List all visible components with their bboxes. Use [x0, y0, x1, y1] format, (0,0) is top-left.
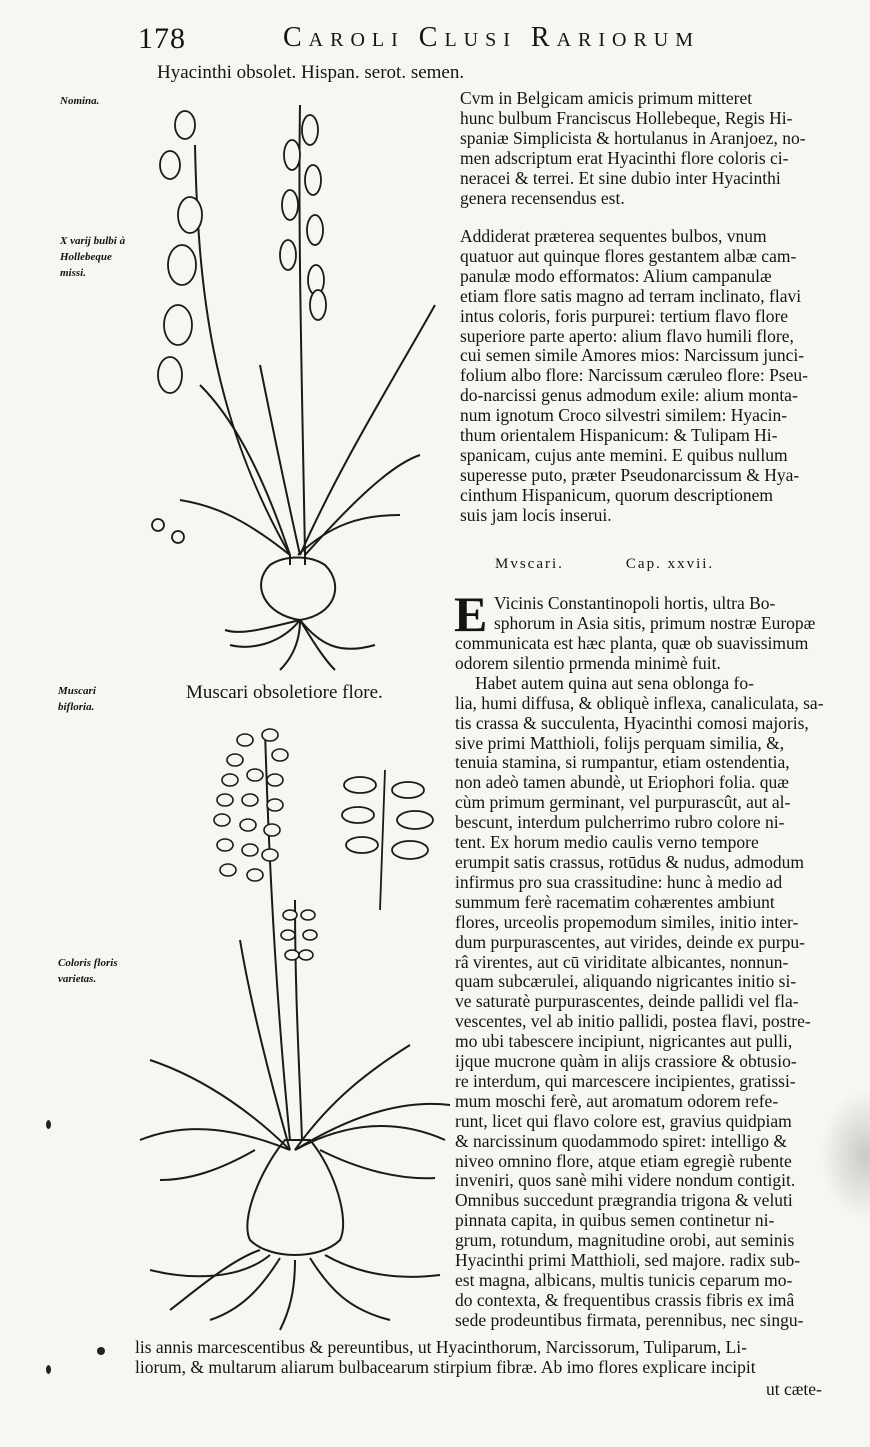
paragraph-upper-1 — [460, 89, 806, 208]
text-line: sive primi Matthioli, folijs perquam similia, &, — [455, 732, 785, 753]
figure-2-caption: Muscari obsoletiore flore. — [186, 682, 383, 703]
text-line: spanicam, cujus ante memini. E quibus nullum — [460, 444, 788, 465]
running-head: Caroli Clusi Rariorum — [283, 22, 701, 53]
text-line: lia, humi diffusa, & obliquè inflexa, canaliculata, sa- — [455, 692, 824, 713]
text-line: genera recensendus est. — [460, 187, 625, 208]
text-line: panulæ modo efformatos: Alium campanulæ — [460, 265, 772, 286]
text-line: ijque mucrone quàm in alijs crassiore & obtusio- — [455, 1051, 797, 1072]
text-line: communicata est hæc planta, quæ ob suavissimum — [455, 633, 809, 653]
paragraph-lower-intro — [494, 594, 815, 634]
hyacinth-woodcut — [140, 85, 450, 675]
text-line: superiore parte aperto: alium flavo humili flore, — [460, 325, 794, 346]
text-line: do contexta, & frequentibus crassis fibris ex imâ — [455, 1289, 795, 1310]
text-line: hunc bulbum Franciscus Hollebeque, Regis Hi- — [460, 107, 793, 128]
text-line: mum moschi ferè, aut aromatum odorem refe- — [455, 1090, 779, 1111]
ink-blot — [46, 1120, 51, 1129]
text-line: bescunt, interdum pulcherrimo rubro colore ni- — [455, 812, 785, 833]
text-line: Habet autem quina aut sena oblonga fo- — [475, 672, 754, 693]
paragraph-bottom — [135, 1338, 756, 1378]
text-line: sphorum in Asia sitis, primum nostræ Europæ — [494, 612, 816, 633]
text-line: quam subcærulei, aliquando nigricantes initio si- — [455, 971, 797, 992]
figure-1-caption: Hyacinthi obsolet. Hispan. serot. semen. — [157, 62, 465, 83]
text-line: re interdum, qui marcescere incipientes, gratissi- — [455, 1070, 796, 1091]
ink-blot — [97, 1347, 105, 1355]
text-line: runt, licet qui flavo colore est, gravius quidpiam — [455, 1110, 792, 1131]
muscari-woodcut — [130, 700, 455, 1340]
text-line: infirmus pro sua crassitudine: hunc à medio ad — [455, 871, 783, 892]
text-line: ve saturatè purpurascentes, deinde pallidi vel fla- — [455, 991, 799, 1012]
text-line: odorem silentio prmenda minimè fuit. — [455, 652, 721, 673]
ink-blot — [46, 1365, 51, 1374]
text-line: sede prodeuntibus firmata, perennibus, nec singu- — [455, 1309, 804, 1330]
paragraph-lower — [455, 634, 824, 1331]
text-line: Omnibus succedunt prægrandia trigona & veluti — [455, 1190, 793, 1211]
paragraph-upper-2 — [460, 227, 808, 526]
text-line: inveniri, quos sanè mihi videre nondum contigit. — [455, 1170, 796, 1191]
text-line: niveo omnino flore, atque etiam egregiè rubente — [455, 1150, 792, 1171]
text-line: & narcissinum quodammodo spiret: intelligo & — [455, 1130, 787, 1151]
text-line: Vicinis Constantinopoli hortis, ultra Bo- — [494, 593, 776, 613]
text-line: lis annis marcescentibus & pereuntibus, ut Hyacinthorum, Narcissorum, Tuliparum, Li- — [135, 1337, 747, 1357]
text-line: cui semen simile Amores mios: Narcissum junci- — [460, 345, 805, 366]
chapter-number: Cap. xxvii. — [625, 556, 715, 572]
chapter-heading — [495, 556, 714, 573]
text-line: est magna, albicans, multis tunicis ceparum mo- — [455, 1270, 793, 1290]
text-line: dum purpurascentes, aut virides, deinde ex purpu- — [455, 931, 805, 952]
text-line: suis jam locis inserui. — [460, 504, 612, 525]
text-line: mo ubi tabescere incipiunt, nigricantes aut pulli, — [455, 1031, 793, 1052]
text-line: quatuor aut quinque flores gestantem albæ cam- — [460, 245, 797, 266]
margin-note-nomina: Nomina. — [60, 95, 100, 107]
text-line: tent. Ex horum medio caulis verno tempore — [455, 832, 759, 853]
text-line: pinnata capita, in quibus semen continetur ni- — [455, 1210, 775, 1231]
catchword: ut cæte- — [766, 1379, 822, 1399]
drop-cap: E — [454, 586, 488, 642]
text-line: râ virentes, aut cū viriditate albicantes, nonnun- — [455, 951, 789, 972]
text-line: cùm primum germinant, vel purpurascût, aut al- — [455, 792, 791, 813]
margin-note-muscari: Muscari bifloria. — [58, 685, 96, 713]
chapter-title: Mvscari. — [495, 556, 564, 572]
page-stain — [820, 1090, 870, 1220]
text-line: thum orientalem Hispanicum: & Tulipam Hi- — [460, 425, 778, 446]
text-line: tis crassa & succulenta, Hyacinthi comosi majoris, — [455, 712, 809, 733]
text-line: non adeò tamen abundè, ut Eriophori folia. quæ — [455, 772, 789, 793]
text-line: vescentes, vel ab initio pallidi, postea flavi, postre- — [455, 1011, 811, 1032]
text-line: cinthum Hispanicum, quorum descriptionem — [460, 484, 774, 505]
text-line: tenuia stamina, si rumpantur, etiam ostendentia, — [455, 752, 790, 773]
text-line: spaniæ Simplicista & hortulanus in Aranjoez, no- — [460, 127, 806, 148]
page-number: 178 — [138, 22, 186, 55]
text-line: do-narcissi genus admodum exile: alium monta- — [460, 385, 798, 406]
margin-note-varii-bulbi: X varij bulbi à Hollebeque missi. — [60, 235, 126, 279]
text-line: num ignotum Croco silvestri similem: Hyacin- — [460, 405, 788, 426]
text-line: Addiderat præterea sequentes bulbos, vnum — [460, 226, 767, 246]
text-line: men adscriptum erat Hyacinthi flore coloris ci- — [460, 147, 789, 168]
text-line: grum, rotundum, magnitudine orobi, aut seminis — [455, 1230, 795, 1251]
text-line: Hyacinthi primi Matthioli, sed majore. radix sub- — [455, 1250, 801, 1271]
text-line: intus coloris, foris purpurei: tertium flavo flore — [460, 305, 789, 326]
text-line: etiam flore satis magno ad terram inclinato, flavi — [460, 285, 802, 306]
text-line: folium albo flore: Narcissum cæruleo flore: Pseu- — [460, 365, 808, 386]
text-line: superesse puto, præter Pseudonarcissum & Hya- — [460, 464, 800, 485]
text-line: erumpit satis crassus, rotūdus & nudus, admodum — [455, 851, 805, 872]
text-line: neracei & terrei. Et sine dubio inter Hyacinthi — [460, 167, 781, 188]
text-line: flores, urceolis propemodum similes, initio inter- — [455, 911, 799, 932]
text-line: Cvm in Belgicam amicis primum mitteret — [460, 88, 753, 108]
margin-note-coloris: Coloris floris varietas. — [58, 957, 118, 985]
text-line: liorum, & multarum aliarum bulbacearum stirpium fibræ. Ab imo flores explicare incipit — [135, 1356, 756, 1377]
text-line: summum ferè racematim cohærentes ambiunt — [455, 891, 775, 912]
